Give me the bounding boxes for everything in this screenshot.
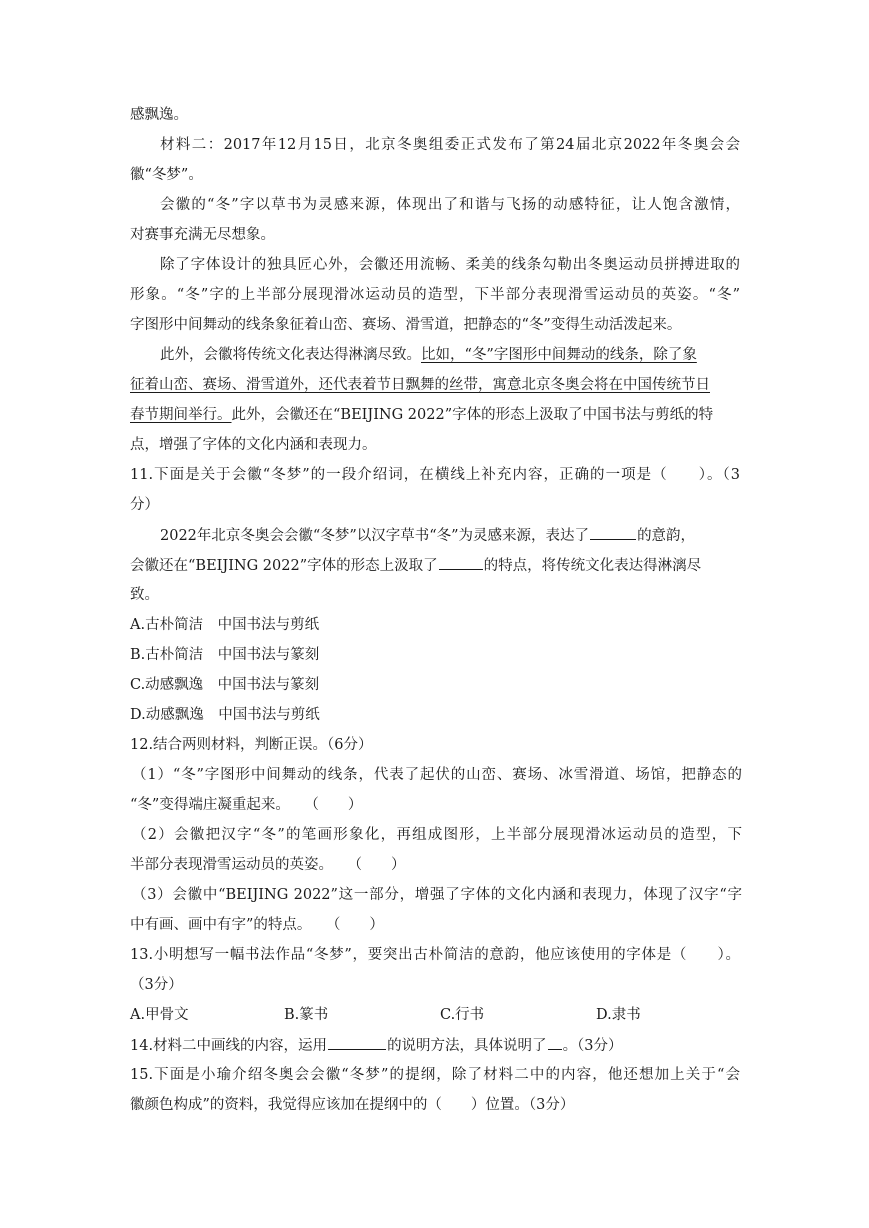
material-two-p3-line2: 形象。“冬”字的上半部分展现滑冰运动员的造型，下半部分表现滑雪运动员的英姿。“冬” bbox=[130, 287, 740, 303]
fill-blank[interactable] bbox=[590, 524, 636, 540]
question-11-option-a[interactable]: A.古朴简洁 中国书法与剪纸 bbox=[130, 617, 320, 633]
question-11-passage-line1: 2022年北京冬奥会会徽“冬梦”以汉字草书“冬”为灵感来源，表达了 的意韵， bbox=[160, 524, 740, 546]
question-13-option-c[interactable]: C.行书 bbox=[440, 1007, 485, 1023]
question-13-line1: 13.小明想写一幅书法作品“冬梦”，要突出古朴简洁的意韵，他应该使用的字体是（ ）。 bbox=[130, 947, 740, 963]
material-two-p4-line4: 点，增强了字体的文化内涵和表现力。 bbox=[130, 437, 377, 453]
underlined-text: 比如，“冬”字图形中间舞动的线条，除了象 bbox=[421, 347, 697, 363]
question-11-passage-line2: 会徽还在“BEIJING 2022”字体的形态上汲取了 的特点，将传统文化表达得淋漓尽 bbox=[130, 554, 740, 576]
fill-blank[interactable] bbox=[439, 554, 483, 570]
material-two-p3-line3: 字图形中间舞动的线条象征着山峦、赛场、滑雪道，把静态的“冬”变得生动活泼起来。 bbox=[130, 317, 682, 333]
question-12-item2-line1: （2）会徽把汉字“冬”的笔画形象化，再组成图形，上半部分展现滑冰运动员的造型，下 bbox=[132, 827, 742, 843]
material-one-tail: 感飘逸。 bbox=[130, 107, 188, 123]
question-11-option-b[interactable]: B.古朴简洁 中国书法与篆刻 bbox=[130, 647, 320, 663]
fill-blank[interactable] bbox=[548, 1034, 562, 1050]
material-two-p2-line1: 会徽的“冬”字以草书为灵感来源，体现出了和谐与飞扬的动感特征，让人饱含激情， bbox=[160, 197, 740, 213]
question-11-line1: 11.下面是关于会徽“冬梦”的一段介绍词，在横线上补充内容，正确的一项是（ ）。（3 bbox=[130, 467, 740, 483]
material-two-p4-line2 bbox=[130, 374, 740, 396]
question-12-item1-line2: “冬”变得端庄凝重起来。 （ ） bbox=[130, 797, 363, 813]
question-13-option-b[interactable]: B.篆书 bbox=[284, 1007, 329, 1023]
material-two-p4-line3 bbox=[130, 404, 740, 426]
material-two-p1-line2: 徽“冬梦”。 bbox=[130, 167, 203, 183]
question-12-title: 12.结合两则材料，判断正误。（6分） bbox=[130, 737, 373, 753]
material-two-p3-line1: 除了字体设计的独具匠心外，会徽还用流畅、柔美的线条勾勒出冬奥运动员拼搏进取的 bbox=[160, 257, 740, 273]
question-12-item3-line2: 中有画、画中有字”的特点。 （ ） bbox=[130, 917, 384, 933]
question-12-item1-line1: （1）“冬”字图形中间舞动的线条，代表了起伏的山峦、赛场、冰雪滑道、场馆，把静态的 bbox=[132, 767, 742, 783]
material-two-p1-line1: 材料二：2017年12月15日，北京冬奥组委正式发布了第24届北京2022年冬奥会会 bbox=[160, 137, 740, 153]
question-13-option-a[interactable]: A.甲骨文 bbox=[130, 1007, 189, 1023]
question-15-line2: 徽颜色构成”的资料，我觉得应该加在提纲中的（ ）位置。（3分） bbox=[130, 1097, 575, 1113]
question-13-options bbox=[130, 1004, 740, 1026]
question-11-option-c[interactable]: C.动感飘逸 中国书法与篆刻 bbox=[130, 677, 320, 693]
question-11-option-d[interactable]: D.动感飘逸 中国书法与剪纸 bbox=[130, 707, 320, 723]
question-12-item2-line2: 半部分表现滑雪运动员的英姿。 （ ） bbox=[130, 857, 406, 873]
underlined-text: 春节期间举行。 bbox=[130, 407, 232, 423]
fill-blank[interactable] bbox=[328, 1034, 386, 1050]
p4-intro-text: 此外，会徽将传统文化表达得淋漓尽致。 bbox=[160, 347, 421, 363]
question-11-line2: 分） bbox=[130, 497, 159, 513]
p4-continue-text: 此外，会徽还在“BEIJING 2022”字体的形态上汲取了中国书法与剪纸的特 bbox=[231, 407, 714, 423]
question-15-line1: 15.下面是小瑜介绍冬奥会会徽“冬梦”的提纲，除了材料二中的内容，他还想加上关于“会 bbox=[130, 1067, 740, 1083]
question-12-item3-line1: （3）会徽中“BEIJING 2022”这一部分，增强了字体的文化内涵和表现力，体现了汉字“字 bbox=[132, 887, 742, 903]
material-two-p4-line1 bbox=[160, 344, 740, 366]
question-14: 14.材料二中画线的内容，运用 的说明方法，具体说明了 。（3分） bbox=[130, 1034, 740, 1056]
underlined-text: 征着山峦、赛场、滑雪道外，还代表着节日飘舞的丝带，寓意北京冬奥会将在中国传统节日 bbox=[130, 377, 710, 393]
question-11-passage-line3: 致。 bbox=[130, 587, 159, 603]
question-13-option-d[interactable]: D.隶书 bbox=[596, 1007, 641, 1023]
question-13-line2: （3分） bbox=[130, 977, 183, 993]
material-two-p2-line2: 对赛事充满无尽想象。 bbox=[130, 227, 275, 243]
